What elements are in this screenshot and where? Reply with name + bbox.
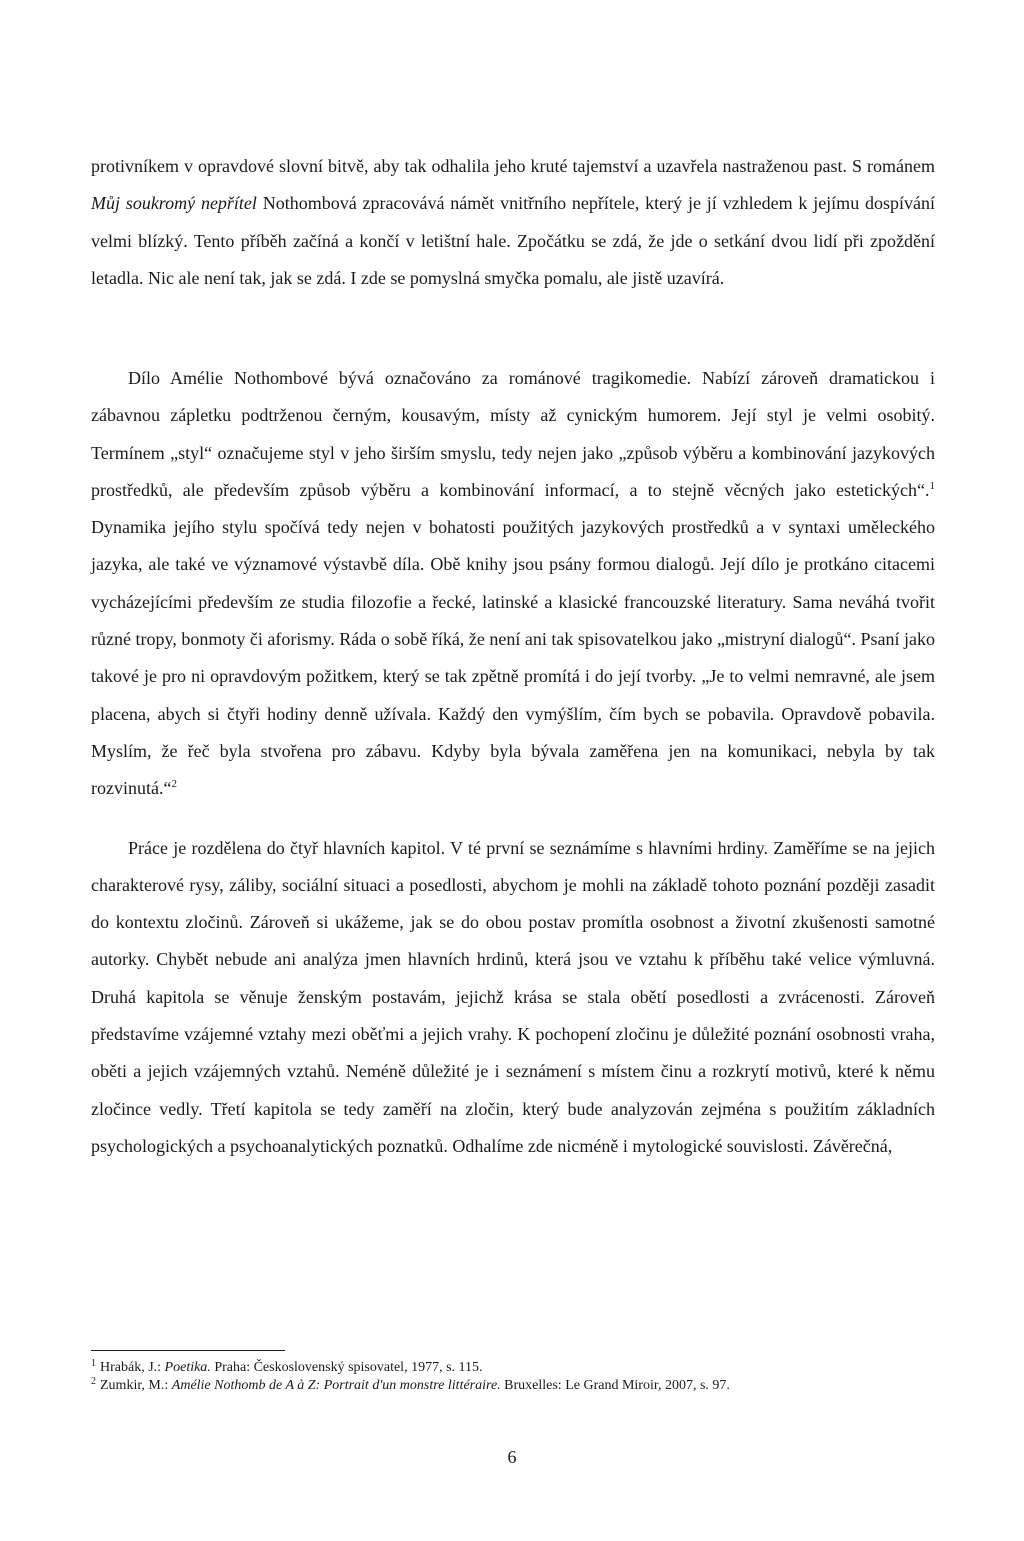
page-body: [91, 148, 935, 1165]
paragraph-2-text-a: Dílo Amélie Nothombové bývá označováno za románové tragikomedie. Nabízí zároveň dramatickou i zábavnou zápletku podtrženou černým, kousavým, místy až cynickým humorem. Její styl je velmi osobitý. Termínem „styl“ označujeme styl v jeho širším smyslu, tedy nejen jako „způsob výběru a kombinování jazykových prostředků, ale především způsob výběru a kombinování informací, a to stejně věcných jako estetických“.: [91, 368, 935, 500]
paragraph-3: Práce je rozdělena do čtyř hlavních kapitol. V té první se seznámíme s hlavními hrdiny. Zaměříme se na jejich charakterové rysy, záliby, sociální situaci a posedlosti, abychom je mohli na základě tohoto poznání později zasadit do kontextu zločinů. Zároveň si ukážeme, jak se do obou postav promítla osobnost a životní zkušenosti samotné autorky. Chybět nebude ani analýza jmen hlavních hrdinů, která jsou ve vztahu k příběhu také velice výmluvná. Druhá kapitola se věnuje ženským postavám, jejichž krása se stala obětí posedlosti a zvrácenosti. Zároveň představíme vzájemné vztahy mezi oběťmi a jejich vrahy. K pochopení zločinu je důležité poznání osobnosti vraha, oběti a jejich vzájemných vztahů. Neméně důležité je i seznámení s místem činu a rozkrytí motivů, které k němu zločince vedly. Třetí kapitola se tedy zaměří na zločin, který bude analyzován zejména s použitím základních psychologických a psychoanalytických poznatků. Odhalíme zde nicméně i mytologické souvislosti. Závěrečná,: [91, 837, 935, 1156]
paragraph-2: [91, 360, 935, 808]
footnote-separator: [91, 1350, 285, 1351]
paragraph-2-text-b: Dynamika jejího stylu spočívá tedy nejen v bohatosti použitých jazykových prostředků a v syntaxi uměleckého jazyka, ale také ve významové výstavbě díla. Obě knihy jsou psány formou dialogů. Její dílo je protkáno citacemi vycházejícími především ze studia filozofie a řecké, latinské a klasické francouzské literatury. Sama neváhá tvořit různé tropy, bonmoty či aforismy. Ráda o sobě říká, že není ani tak spisovatelkou jako „mistryní dialogů“. Psaní jako takové je pro ni opravdovým požitkem, který se tak zpětně promítá i do její tvorby. „Je to velmi nemravné, ale jsem placena, abych si čtyři hodiny denně užívala. Každý den vymýšlím, čím bych se pobavila. Opravdově pobavila. Myslím, že řeč byla stvořena pro zábavu. Kdyby byla bývala zaměřena jen na komunikaci, nebyla by tak rozvinutá.“: [91, 517, 935, 799]
footnote-2-number: 2: [91, 1376, 96, 1387]
paragraph-1: [91, 148, 935, 338]
paragraph-1-text-b: Nothombová zpracovává námět vnitřního nepřítele, který je jí vzhledem k jejímu dospívání velmi blízký. Tento příběh začíná a končí v letištní hale. Zpočátku se zdá, že jde o setkání dvou lidí při zpoždění letadla. Nic ale není tak, jak se zdá. I zde se pomyslná smyčka pomalu, ale jistě uzavírá.: [91, 193, 935, 288]
footnote-1-author: Hrabák, J.:: [100, 1360, 165, 1375]
page-number: 6: [507, 1447, 517, 1467]
footnote-2-publisher: Bruxelles: Le Grand Miroir, 2007, s. 97.: [500, 1378, 730, 1393]
footnote-1-publisher: Praha: Československý spisovatel, 1977, s. 115.: [210, 1360, 483, 1375]
footnote-1-number: 1: [91, 1358, 96, 1369]
book-title: Můj soukromý nepřítel: [91, 193, 257, 214]
footnotes: [91, 1350, 935, 1395]
footnote-ref-1[interactable]: 1: [929, 479, 935, 492]
footnote-2-title: Amélie Nothomb de A à Z: Portrait d'un monstre littéraire.: [171, 1378, 501, 1393]
footnote-1-title: Poetika.: [164, 1360, 211, 1375]
paragraph-1-text-a: protivníkem v opravdové slovní bitvě, aby tak odhalila jeho kruté tajemství a uzavřela nastraženou past. S románem: [91, 156, 935, 176]
footnote-2-author: Zumkir, M.:: [100, 1378, 172, 1393]
footnote-2: [91, 1377, 935, 1395]
footnote-1: [91, 1359, 935, 1377]
footnote-ref-2[interactable]: 2: [171, 778, 177, 791]
